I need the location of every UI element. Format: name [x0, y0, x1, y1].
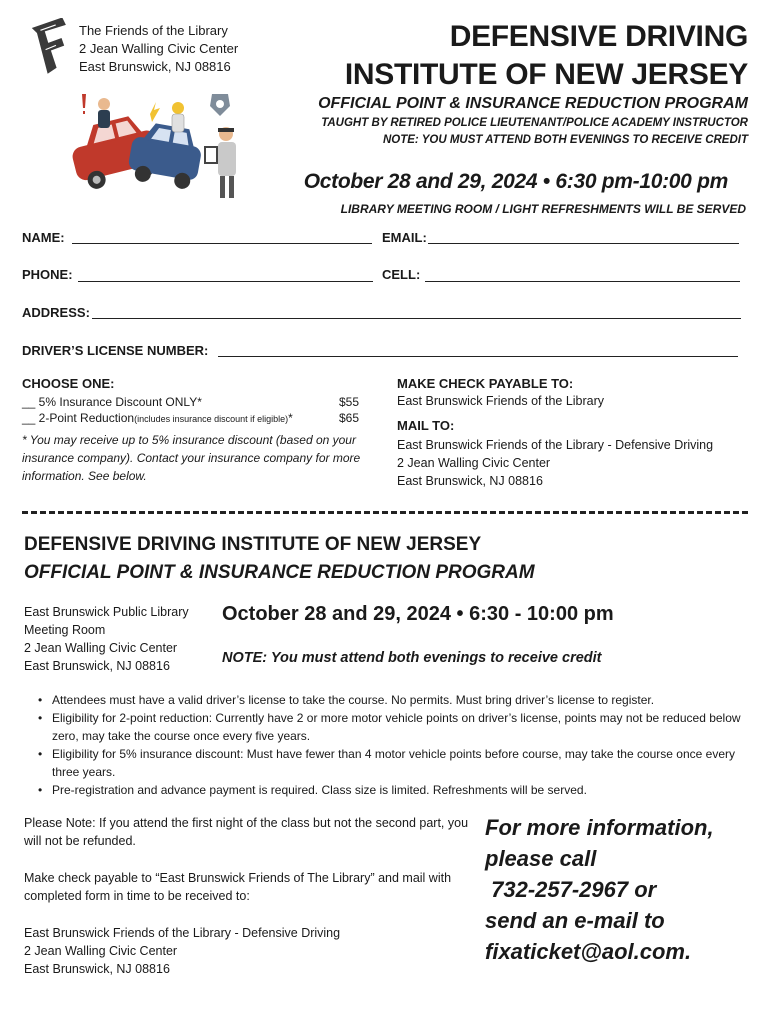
- venue-address: [24, 603, 189, 675]
- program-subtitle: OFFICIAL POINT & INSURANCE REDUCTION PROGRAM: [318, 95, 748, 112]
- venue-line: 2 Jean Walling Civic Center: [24, 641, 178, 655]
- org-line: East Brunswick, NJ 08816: [79, 59, 231, 74]
- list-item: • Pre-registration and advance payment is required. Class size is limited. Refreshments will be served.: [38, 781, 750, 799]
- requirements-list: [38, 691, 750, 799]
- option-point-reduction-detail: (includes insurance discount if eligible): [134, 414, 289, 424]
- check-instructions: Make check payable to “East Brunswick Friends of The Library” and mail with completed form in time to be received to:: [24, 871, 452, 903]
- list-item: • Attendees must have a valid driver’s license to take the course. No permits. Must bring driver’s license to register.: [38, 691, 750, 709]
- payable-to: East Brunswick Friends of the Library: [397, 394, 605, 408]
- payable-heading: MAKE CHECK PAYABLE TO:: [397, 376, 574, 391]
- org-line: The Friends of the Library: [79, 23, 228, 38]
- contact-line: For more information,: [485, 815, 714, 840]
- license-label: DRIVER’S LICENSE NUMBER:: [22, 343, 209, 358]
- option-point-reduction-asterisk: *: [288, 411, 293, 425]
- name-label: NAME:: [22, 230, 65, 245]
- mail-line: 2 Jean Walling Civic Center: [397, 456, 551, 470]
- list-item: • Eligibility for 5% insurance discount: Must have fewer than 4 motor vehicle points before course, may take the course once every three years.: [38, 745, 750, 781]
- contact-phone[interactable]: 732-257-2967 or: [485, 877, 657, 902]
- org-line: 2 Jean Walling Civic Center: [79, 41, 239, 56]
- refund-note: Please Note: If you attend the first night of the class but not the second part, you will not be refunded.: [24, 816, 469, 848]
- phone-label: PHONE:: [22, 267, 73, 282]
- contact-info: [485, 812, 755, 967]
- lower-subtitle: OFFICIAL POINT & INSURANCE REDUCTION PROGRAM: [24, 562, 535, 583]
- option-insurance-price: $55: [339, 395, 360, 409]
- mail-to-address: [397, 436, 713, 490]
- mail-line: East Brunswick, NJ 08816: [397, 474, 543, 488]
- lower-title: DEFENSIVE DRIVING INSTITUTE OF NEW JERSEY: [24, 534, 482, 555]
- friends-logo-icon: [30, 18, 76, 74]
- phone-field[interactable]: [78, 281, 373, 282]
- cell-field[interactable]: [425, 281, 740, 282]
- page-title-line2: INSTITUTE OF NEW JERSEY: [344, 58, 748, 91]
- location-note: LIBRARY MEETING ROOM / LIGHT REFRESHMENTS WILL BE SERVED: [340, 202, 746, 216]
- lower-attendance-note: NOTE: You must attend both evenings to receive credit: [222, 650, 602, 666]
- venue-line: East Brunswick Public Library: [24, 605, 189, 619]
- license-field[interactable]: [218, 356, 738, 357]
- mail-line: East Brunswick, NJ 08816: [24, 962, 170, 976]
- choose-heading: CHOOSE ONE:: [22, 376, 115, 391]
- contact-line: send an e-mail to: [485, 908, 665, 933]
- cut-line-divider: [22, 511, 748, 514]
- mail-line: 2 Jean Walling Civic Center: [24, 944, 178, 958]
- organization-address: [79, 22, 238, 76]
- mail-line: East Brunswick Friends of the Library - Defensive Driving: [24, 926, 341, 940]
- address-field[interactable]: [92, 318, 741, 319]
- attendance-note: NOTE: YOU MUST ATTEND BOTH EVENINGS TO RECEIVE CREDIT: [382, 134, 748, 146]
- mail-line: East Brunswick Friends of the Library - Defensive Driving: [397, 438, 714, 452]
- option-point-reduction[interactable]: [22, 411, 293, 425]
- mail-to-heading: MAIL TO:: [397, 418, 455, 433]
- instructor-note: [321, 115, 748, 149]
- page-title-line1: DEFENSIVE DRIVING: [449, 20, 748, 53]
- email-label: EMAIL:: [382, 230, 427, 245]
- option-insurance-discount[interactable]: __ 5% Insurance Discount ONLY*: [22, 395, 202, 409]
- name-field[interactable]: [72, 243, 372, 244]
- address-label: ADDRESS:: [22, 305, 90, 320]
- email-field[interactable]: [428, 243, 739, 244]
- lower-mail-address: [24, 924, 479, 978]
- taught-line: TAUGHT BY RETIRED POLICE LIEUTENANT/POLICE ACADEMY INSTRUCTOR: [321, 117, 748, 129]
- list-item: • Eligibility for 2-point reduction: Currently have 2 or more motor vehicle points on driver’s license, points may not be reduced below zero, may take the course once every five years.: [38, 709, 750, 745]
- option-point-reduction-label: __ 2-Point Reduction: [22, 411, 135, 425]
- contact-line: please call: [485, 846, 597, 871]
- contact-email-link[interactable]: fixaticket@aol.com.: [485, 939, 692, 964]
- venue-line: East Brunswick, NJ 08816: [24, 659, 170, 673]
- car-crash-illustration: [68, 88, 258, 200]
- insurance-footnote: * You may receive up to 5% insurance discount (based on your insurance company). Contact your insurance company for more information. See below.: [22, 433, 361, 483]
- option-point-price: $65: [339, 411, 360, 425]
- lower-event-dates: October 28 and 29, 2024 • 6:30 - 10:00 pm: [222, 603, 614, 625]
- venue-line: Meeting Room: [24, 623, 106, 637]
- event-dates: October 28 and 29, 2024 • 6:30 pm-10:00 pm: [303, 170, 728, 193]
- cell-label: CELL:: [382, 267, 421, 282]
